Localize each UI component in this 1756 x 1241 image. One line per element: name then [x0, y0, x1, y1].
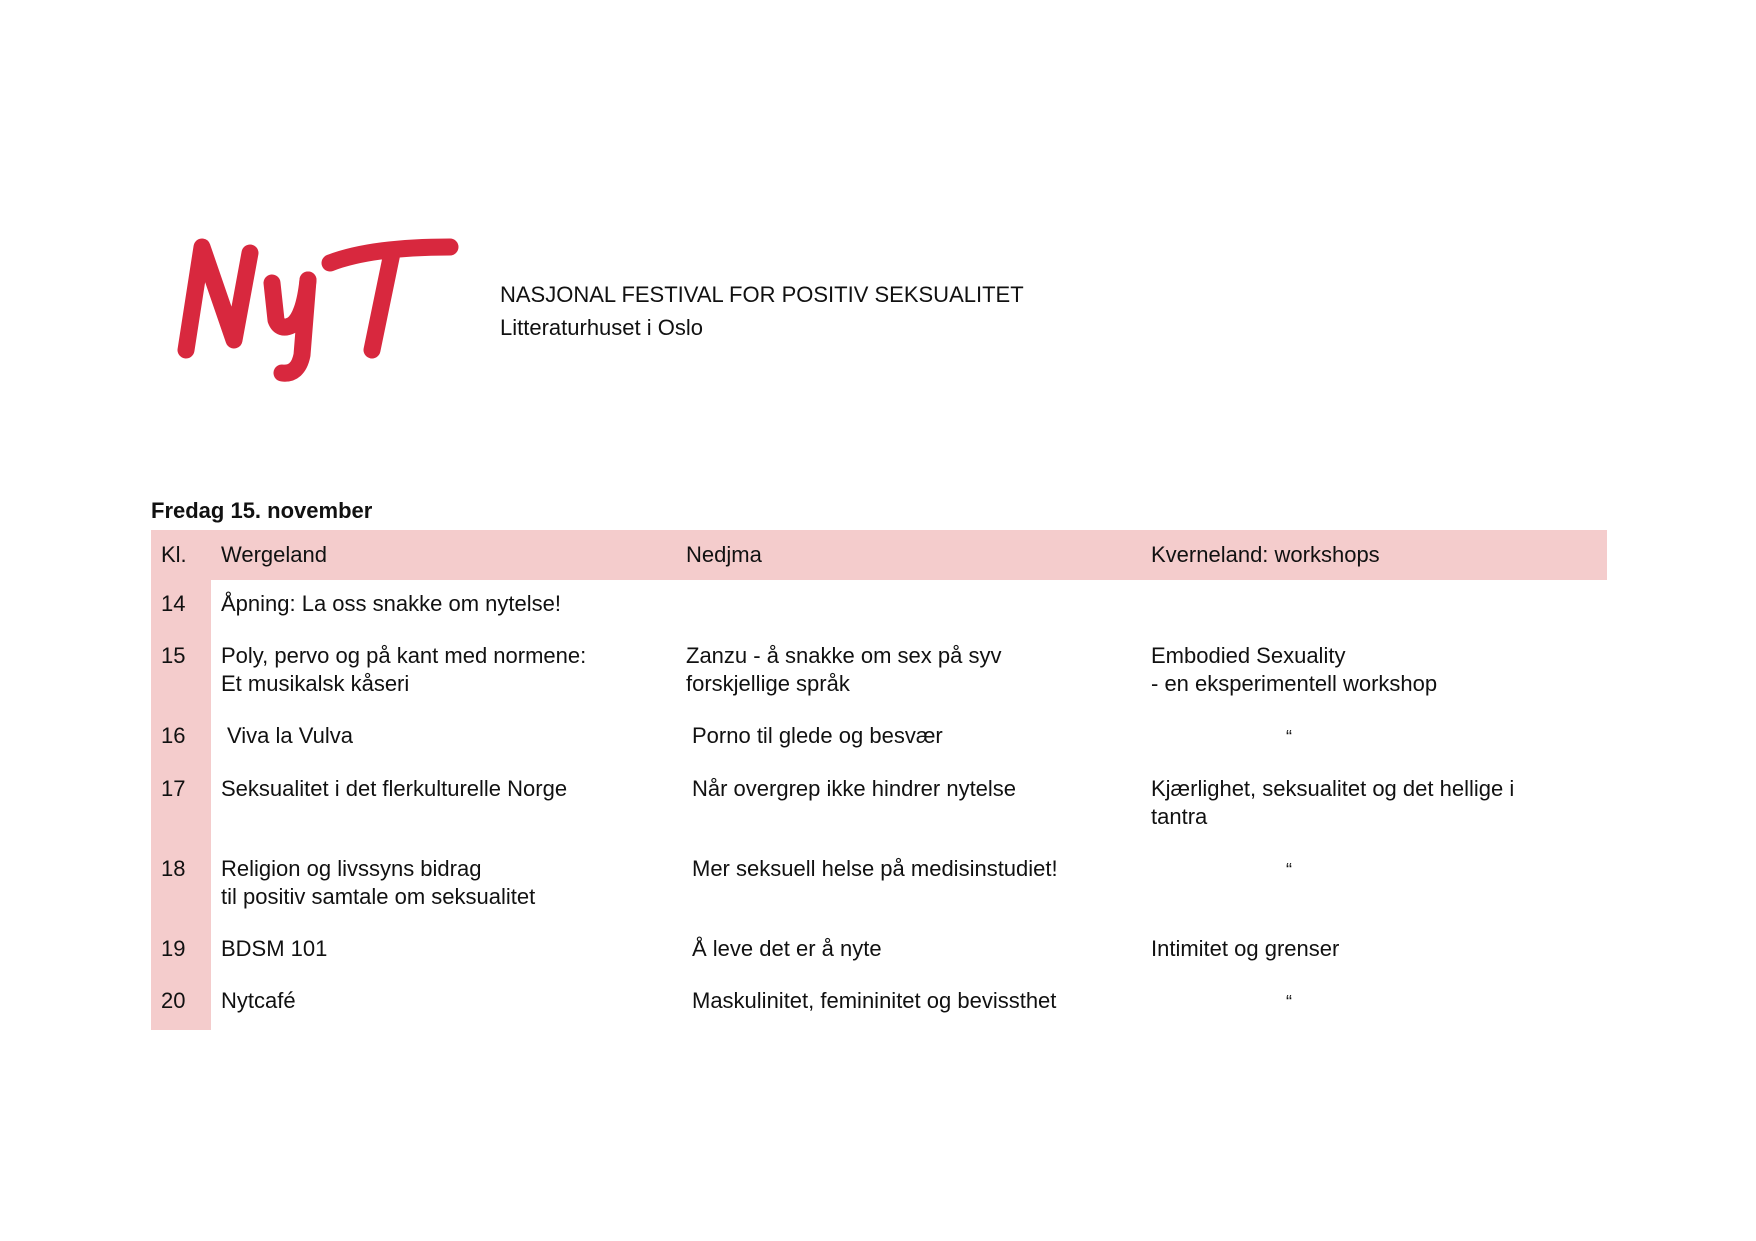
ditto-mark: “: [1286, 992, 1292, 1012]
row-time: 19: [151, 925, 211, 977]
nedjma-cell: [676, 765, 1141, 845]
row-time: 14: [151, 580, 211, 632]
table-row: [151, 712, 1607, 765]
header-nedjma: Nedjma: [676, 530, 1141, 580]
ditto-mark: “: [1286, 727, 1292, 747]
kverneland-cell: [1141, 712, 1607, 765]
wergeland-cell: [211, 765, 676, 845]
day-title: Fredag 15. november: [151, 498, 373, 523]
session-title: Å leve det er å nyte: [692, 936, 882, 961]
kverneland-cell: [1141, 845, 1607, 925]
kverneland-cell: [1141, 632, 1607, 712]
kverneland-cell: [1141, 580, 1607, 632]
wergeland-cell: [211, 580, 676, 632]
session-title: Maskulinitet, femininitet og bevissthet: [692, 988, 1057, 1013]
nedjma-cell: [676, 632, 1141, 712]
festival-header: [500, 278, 1024, 344]
nyt-logo: [172, 225, 472, 385]
session-title: Seksualitet i det flerkulturelle Norge: [221, 776, 568, 801]
table-row: [151, 925, 1607, 977]
session-title: Kjærlighet, seksualitet og det hellige i: [1151, 776, 1515, 801]
nedjma-cell: [676, 712, 1141, 765]
nedjma-cell: [676, 580, 1141, 632]
wergeland-cell: [211, 925, 676, 977]
header-wergeland: Wergeland: [211, 530, 676, 580]
row-time: 18: [151, 845, 211, 925]
session-title-line2: tantra: [1151, 804, 1208, 829]
table-row: [151, 845, 1607, 925]
session-title: Viva la Vulva: [227, 723, 353, 748]
row-time: 16: [151, 712, 211, 765]
session-title: Embodied Sexuality: [1151, 643, 1346, 668]
session-title: Nytcafé: [221, 988, 296, 1013]
session-title: Mer seksuell helse på medisinstudiet!: [692, 856, 1058, 881]
kverneland-cell: [1141, 977, 1607, 1030]
nyt-logo-mark: [172, 225, 472, 385]
table-row: [151, 765, 1607, 845]
table-row: [151, 580, 1607, 632]
wergeland-cell: [211, 845, 676, 925]
session-title: BDSM 101: [221, 936, 328, 961]
row-time: 17: [151, 765, 211, 845]
nedjma-cell: [676, 845, 1141, 925]
session-title: Når overgrep ikke hindrer nytelse: [692, 776, 1017, 801]
nedjma-cell: [676, 977, 1141, 1030]
nedjma-cell: [676, 925, 1141, 977]
session-title: Religion og livssyns bidrag: [221, 856, 482, 881]
schedule-table: [151, 530, 1607, 1030]
session-title-line2: Et musikalsk kåseri: [221, 671, 410, 696]
session-title: Intimitet og grenser: [1151, 936, 1340, 961]
header-kverneland: Kverneland: workshops: [1141, 530, 1607, 580]
session-title: Poly, pervo og på kant med normene:: [221, 643, 587, 668]
row-time: 15: [151, 632, 211, 712]
session-title: Åpning: La oss snakke om nytelse!: [221, 591, 561, 616]
kverneland-cell: [1141, 765, 1607, 845]
header-time: Kl.: [151, 530, 211, 580]
table-row: [151, 977, 1607, 1030]
venue-name: Litteraturhuset i Oslo: [500, 315, 703, 340]
wergeland-cell: [211, 632, 676, 712]
table-header-row: [151, 530, 1607, 580]
table-row: [151, 632, 1607, 712]
session-title-line2: - en eksperimentell workshop: [1151, 671, 1438, 696]
session-title-line2: til positiv samtale om seksualitet: [221, 884, 536, 909]
session-title-line2: forskjellige språk: [686, 671, 850, 696]
ditto-mark: “: [1286, 860, 1292, 880]
wergeland-cell: [211, 977, 676, 1030]
festival-title: NASJONAL FESTIVAL FOR POSITIV SEKSUALITET: [500, 282, 1024, 307]
session-title: Zanzu - å snakke om sex på syv: [686, 643, 1002, 668]
session-title: Porno til glede og besvær: [692, 723, 943, 748]
row-time: 20: [151, 977, 211, 1030]
kverneland-cell: [1141, 925, 1607, 977]
wergeland-cell: [211, 712, 676, 765]
